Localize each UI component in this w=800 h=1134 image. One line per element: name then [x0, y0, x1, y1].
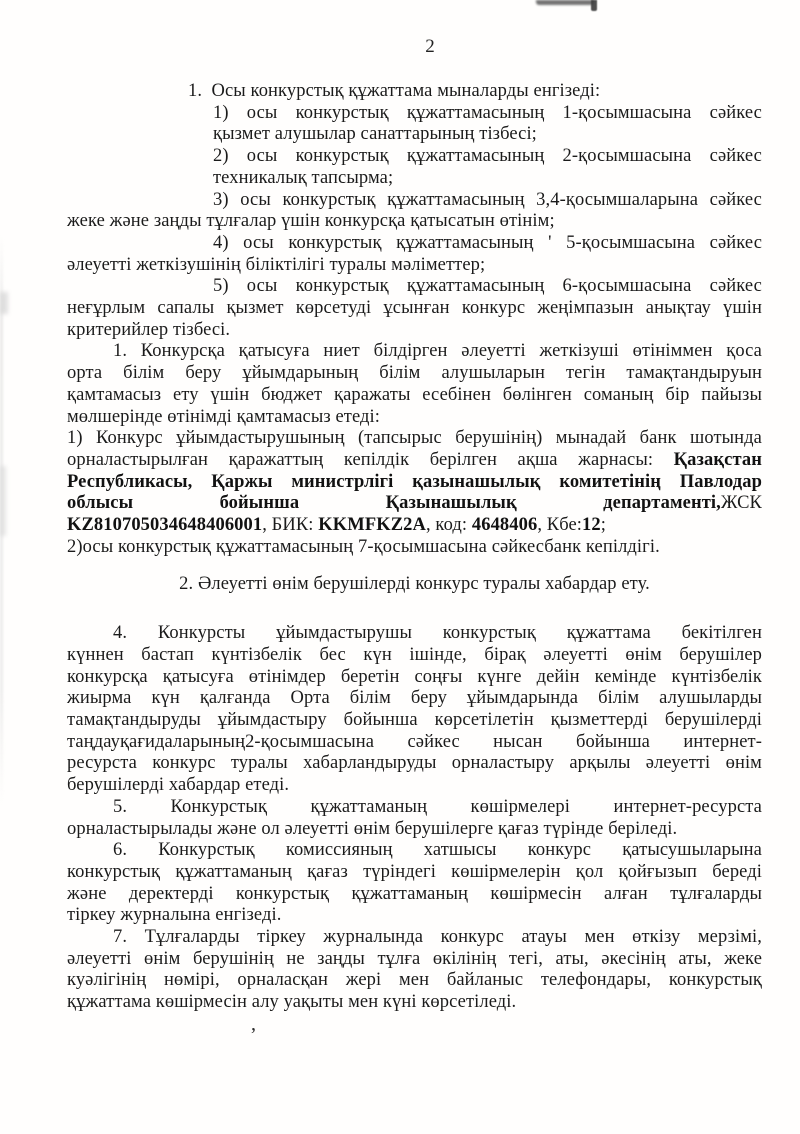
bank-details-line	[67, 450, 762, 472]
page-number: 2	[425, 36, 435, 57]
text-line: құжаттама көшірмесін алу уақыты мен күні көрсетіледі.	[67, 992, 517, 1013]
text-segment: ;	[600, 515, 606, 536]
text-line: жеке және заңды тұлғалар үшін конкурсқа қатысатын өтінім;	[67, 211, 555, 232]
paragraph-first-line: 1. Конкурсқа қатысуға ниет білдірген әлеуетті жеткізуші өтініммен қоса	[113, 341, 762, 362]
text-line: ресурста конкурс туралы хабарландыруды орналастыру арқылы әлеуетті өнім	[67, 753, 762, 774]
paragraph-first-line: 7. Тұлғаларды тіркеу журналында конкурс атауы мен өткізу мерзімі,	[113, 927, 762, 948]
list-item-line: 4) осы конкурстық құжаттамасының ' 5-қосымшасына сәйкес	[213, 232, 762, 253]
text-line: конкурсқа қатысуға өтінімдер беретін соңғы күнге дейін кемінде күнтізбелік	[67, 666, 762, 687]
text-line: неғұрлым сапалы қызмет көрсетуді ұсынған конкурс жеңімпазын анықтау үшін	[67, 298, 762, 319]
bank-account-line	[67, 515, 762, 537]
text-line: жиырма күн қалғанда Орта білім беру ұйымдарында білім алушыларды	[67, 688, 762, 709]
scan-edge-blot	[0, 466, 6, 536]
bank-name-segment: облысы бойынша Қазынашылық департаменті,	[67, 493, 721, 514]
text-line: тіркеу журналына енгізеді.	[67, 905, 282, 926]
text-line: конкурстық құжаттаманың қағаз түріндегі көшірмелерін қол қойғызып береді	[67, 861, 762, 882]
text-line: берушілерді хабардар етеді.	[67, 775, 290, 796]
bank-details-line	[67, 493, 762, 515]
scan-edge-blot	[0, 292, 8, 314]
text-line: критерийлер тізбесі.	[67, 319, 231, 340]
text-line: тамақтандыруды ұйымдастыру бойынша көрсетілетін қызметтерді берушілерді	[67, 709, 762, 730]
text-line: 2)осы конкурстық құжаттамасының 7-қосымшасына сәйкесбанк кепілдігі.	[67, 536, 660, 557]
code-value: 4648406	[471, 515, 538, 536]
text-line: күннен бастап күнтізбелік бес күн ішінде, бірақ әлеуетті өнім берушілер	[67, 644, 762, 665]
text-line: әлеуетті жеткізушінің біліктілігі туралы мәліметтер;	[67, 254, 486, 275]
text-segment: , БИК:	[262, 515, 319, 536]
section-heading: 2. Әлеуетті өнім берушілерді конкурс туралы хабардар ету.	[179, 574, 650, 595]
paragraph-first-line: 6. Конкурстық комиссияның хатшысы конкурс қатысушыларына	[113, 840, 762, 861]
text-line: куәлігінің нөмірі, орналасқан жері мен байланыс телефондары, конкурстық	[67, 970, 762, 991]
paragraph-first-line: 5. Конкурстық құжаттаманың көшірмелері интернет-ресурста	[113, 796, 762, 817]
list-intro-line: 1. Осы конкурстық құжаттама мыналарды енгізеді:	[188, 81, 601, 101]
bank-details-line: Республикасы, Қаржы министрлігі қазынашылық комитетінің Павлодар	[67, 471, 762, 492]
scanner-smudge-mark	[536, 0, 594, 5]
list-item-line: техникалық тапсырма;	[213, 167, 394, 188]
list-item-line: 2) осы конкурстық құжаттамасының 2-қосымшасына сәйкес	[213, 146, 762, 167]
text-line: қамтамасыз ету үшін бюджет қаражаты есебінен бөлінген соманың бір пайызы	[67, 384, 762, 405]
scanner-smudge-tick	[591, 0, 597, 11]
text-segment: ЖСК	[720, 493, 762, 514]
bik-value: KKMFKZ2A	[318, 515, 426, 536]
text-line: 1) Конкурс ұйымдастырушының (тапсырыс берушінің) мынадай банк шотында	[67, 428, 762, 449]
text-line: әлеуетті өнім берушінің не заңды тұлға өкілінің тегі, аты, әкесінің аты, жеке	[67, 948, 762, 969]
text-line: орналастырылады және ол әлеуетті өнім берушілерге қағаз түрінде беріледі.	[67, 818, 678, 839]
text-line: орта білім беру ұйымдарының білім алушыларын тегін тамақтандыруын	[67, 363, 762, 384]
bank-name-segment: Қазақстан	[673, 449, 762, 470]
spacer	[67, 596, 762, 623]
stray-pen-mark: ’	[250, 1024, 257, 1046]
kbe-value: 12	[582, 515, 601, 536]
text-line: таңдауқағидаларының2-қосымшасына сәйкес нысан бойынша интернет-	[67, 731, 762, 752]
text-line: және деректерді конкурстық құжаттаманың көшірмесін алған тұлғаларды	[67, 883, 762, 904]
text-segment: орналастырылған қаражаттың кепілдік берілген ақша жарнасы:	[67, 449, 674, 470]
text-segment: , Кбе:	[537, 515, 583, 536]
list-item-line: 3) осы конкурстық құжаттамасының 3,4-қосымшаларына сәйкес	[213, 189, 762, 210]
text-segment: , код:	[425, 515, 472, 536]
text-block	[67, 81, 762, 1014]
paragraph-first-line: 4. Конкурсты ұйымдастырушы конкурстық құжаттама бекітілген	[113, 623, 762, 644]
list-item-line: 5) осы конкурстық құжаттамасының 6-қосымшасына сәйкес	[213, 276, 762, 297]
text-line: мөлшерінде өтінімді қамтамасыз етеді:	[67, 406, 381, 427]
list-item-line: 1) осы конкурстық құжаттамасының 1-қосымшасына сәйкес	[213, 102, 762, 123]
list-item-line: қызмет алушылар санаттарының тізбесі;	[213, 124, 537, 145]
spacer	[67, 558, 762, 574]
iban-value: KZ810705034648406001	[67, 515, 263, 536]
